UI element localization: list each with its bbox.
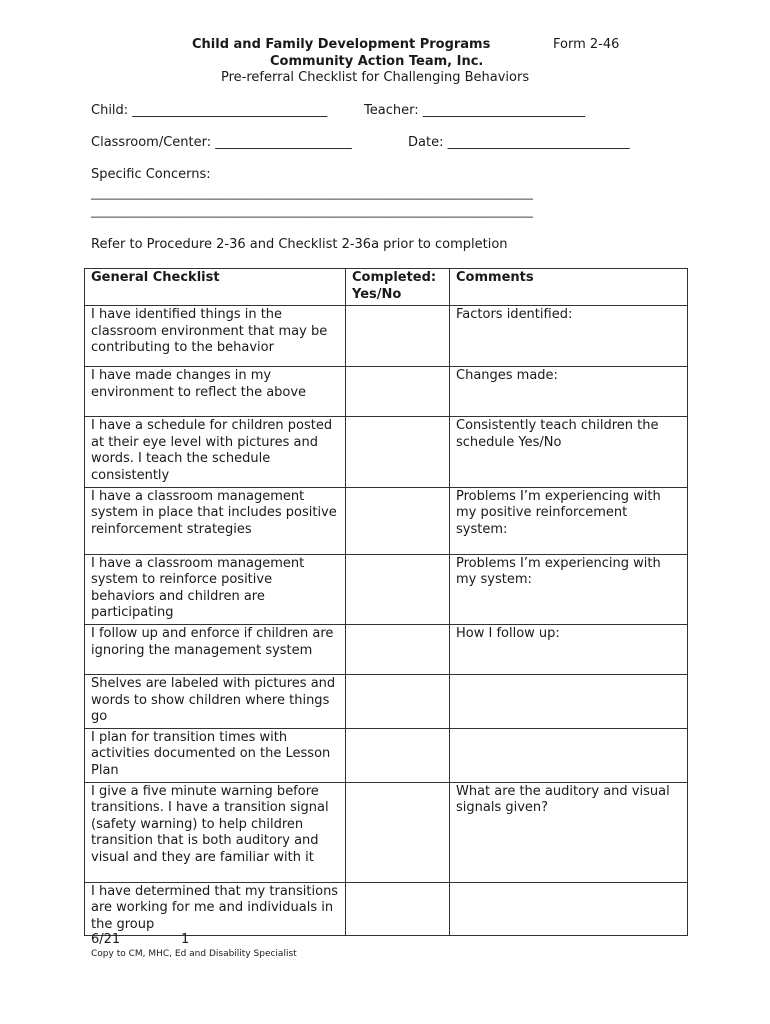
comment-cell[interactable]: What are the auditory and visual signals given? <box>450 782 688 882</box>
completed-cell[interactable] <box>346 554 450 624</box>
header-completed-label: Completed: <box>352 270 437 285</box>
completed-cell[interactable] <box>346 417 450 487</box>
completed-cell[interactable] <box>346 367 450 417</box>
checklist-item: Shelves are labeled with pictures and words to show children where things go <box>85 674 346 728</box>
completed-cell[interactable] <box>346 624 450 674</box>
table-header-row <box>85 269 688 306</box>
comment-cell[interactable]: Factors identified: <box>450 306 688 367</box>
comment-cell[interactable]: Changes made: <box>450 367 688 417</box>
table-row <box>85 367 688 417</box>
organization-name: Child and Family Development Programs <box>192 37 491 52</box>
checklist-item: I have a schedule for children posted at their eye level with pictures and words. I teach the schedule consistently <box>85 417 346 487</box>
page-number: 1 <box>181 932 190 947</box>
date-field[interactable]: Date: ____________________________ <box>408 135 630 150</box>
organization-subtitle: Community Action Team, Inc. <box>270 54 484 69</box>
classroom-center-field[interactable]: Classroom/Center: _____________________ <box>91 135 352 150</box>
header-completed-options: Yes/No <box>352 286 402 302</box>
table-row <box>85 417 688 487</box>
table-row <box>85 554 688 624</box>
completed-cell[interactable] <box>346 306 450 367</box>
checklist-item: I give a five minute warning before transitions. I have a transition signal (safety warning) to help children transition that is both auditory and visual and they are familiar with it <box>85 782 346 882</box>
checklist-item: I have identified things in the classroom environment that may be contributing to the behavior <box>85 306 346 367</box>
completed-cell[interactable] <box>346 674 450 728</box>
comment-cell[interactable]: Problems I’m experiencing with my system: <box>450 554 688 624</box>
form-number: Form 2-46 <box>553 37 620 52</box>
comment-cell[interactable] <box>450 728 688 782</box>
comment-cell[interactable]: How I follow up: <box>450 624 688 674</box>
table-row <box>85 624 688 674</box>
checklist-item: I plan for transition times with activities documented on the Lesson Plan <box>85 728 346 782</box>
checklist-item: I have made changes in my environment to reflect the above <box>85 367 346 417</box>
concerns-line-1[interactable]: _______________________________________________________________________________ <box>91 187 533 200</box>
completed-cell[interactable] <box>346 782 450 882</box>
table-row <box>85 782 688 882</box>
table-row <box>85 674 688 728</box>
checklist-item: I have determined that my transitions are working for me and individuals in the group <box>85 882 346 936</box>
table-row <box>85 306 688 367</box>
comment-cell[interactable]: Problems I’m experiencing with my positive reinforcement system: <box>450 487 688 554</box>
completed-cell[interactable] <box>346 728 450 782</box>
revision-date: 6/21 <box>91 932 121 947</box>
child-field[interactable]: Child: ______________________________ <box>91 103 328 118</box>
checklist-table <box>84 268 688 936</box>
table-row <box>85 728 688 782</box>
concerns-line-2[interactable]: _______________________________________________________________________________ <box>91 205 533 218</box>
comment-cell[interactable] <box>450 882 688 936</box>
comment-cell[interactable] <box>450 674 688 728</box>
checklist-item: I follow up and enforce if children are ignoring the management system <box>85 624 346 674</box>
comment-cell[interactable]: Consistently teach children the schedule Yes/No <box>450 417 688 487</box>
specific-concerns-label: Specific Concerns: <box>91 167 211 182</box>
teacher-field[interactable]: Teacher: _________________________ <box>364 103 586 118</box>
header-completed <box>346 269 450 306</box>
checklist-item: I have a classroom management system to reinforce positive behaviors and children are participating <box>85 554 346 624</box>
copy-distribution-note: Copy to CM, MHC, Ed and Disability Specialist <box>91 949 297 959</box>
table-row <box>85 882 688 936</box>
completed-cell[interactable] <box>346 487 450 554</box>
completed-cell[interactable] <box>346 882 450 936</box>
instruction-text: Refer to Procedure 2-36 and Checklist 2-36a prior to completion <box>91 237 508 252</box>
header-comments: Comments <box>450 269 688 306</box>
checklist-item: I have a classroom management system in place that includes positive reinforcement strategies <box>85 487 346 554</box>
table-row <box>85 487 688 554</box>
header-general-checklist: General Checklist <box>85 269 346 306</box>
document-title: Pre-referral Checklist for Challenging Behaviors <box>221 70 530 85</box>
